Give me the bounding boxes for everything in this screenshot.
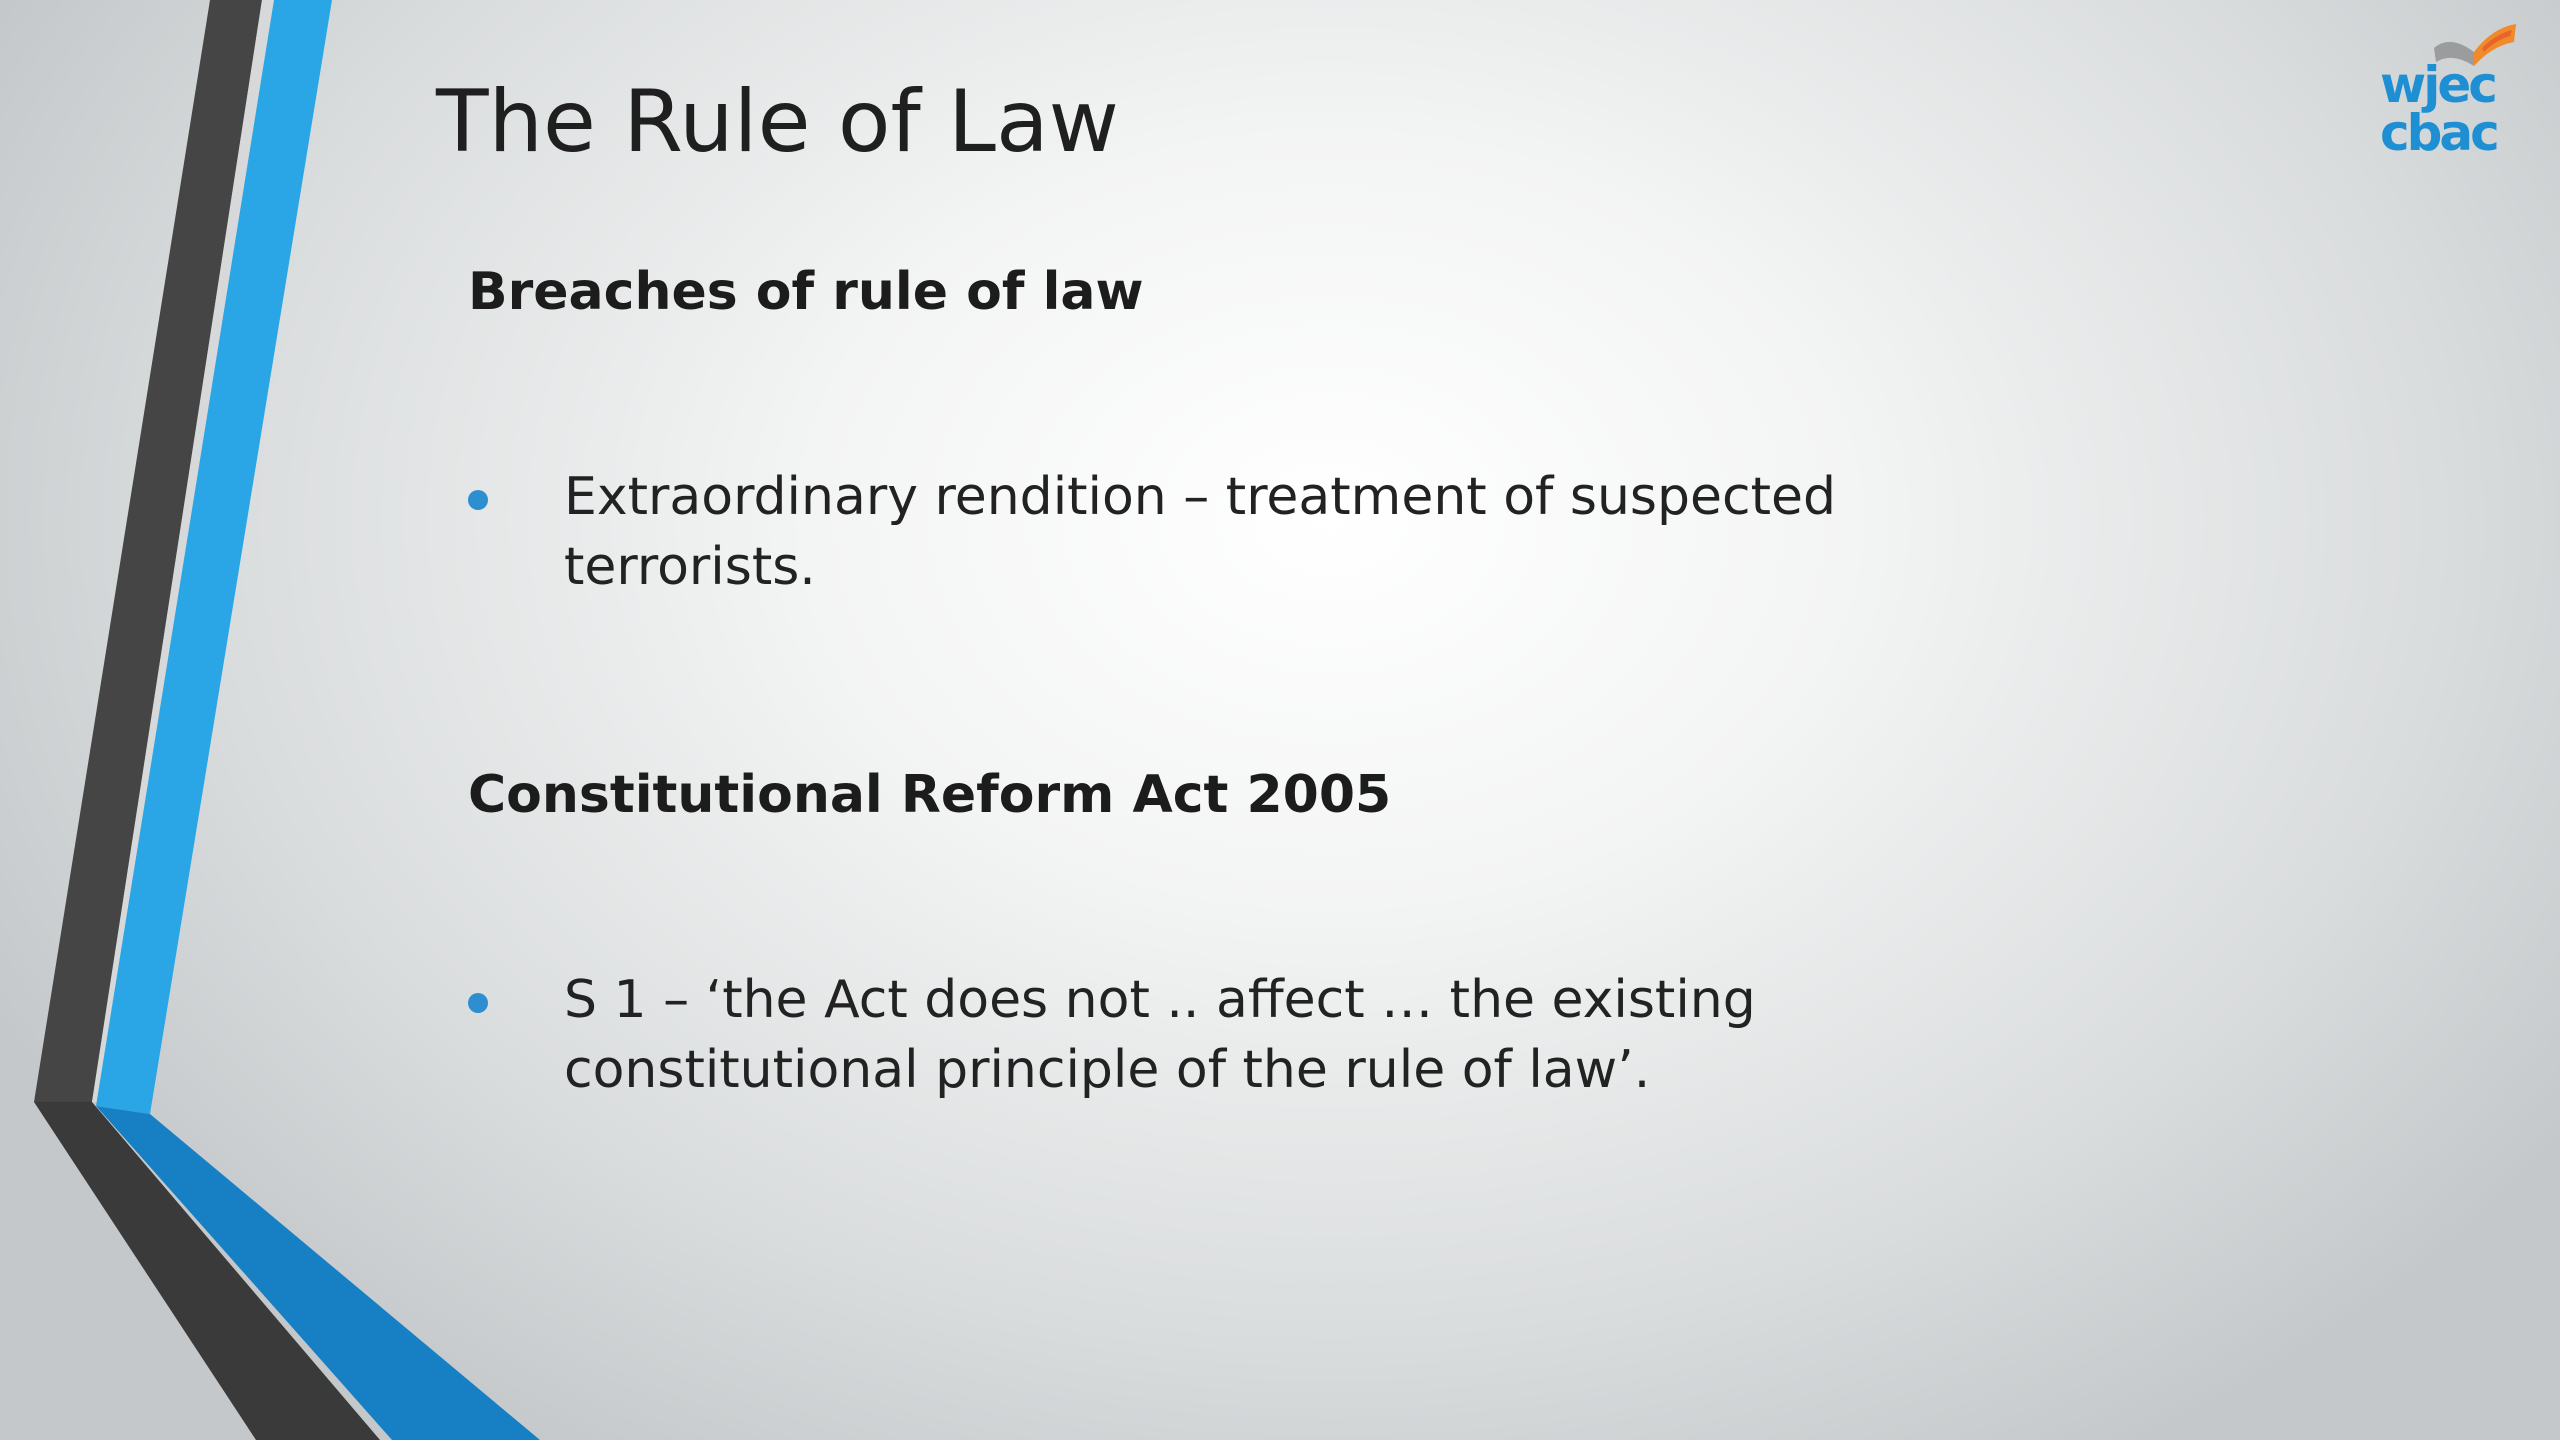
logo-text-wjec: wjec xyxy=(2380,56,2495,114)
bullet-dot-icon xyxy=(468,490,488,510)
light-separator xyxy=(92,0,274,1102)
wjec-logo xyxy=(2380,22,2520,172)
bullet-dot-icon xyxy=(468,993,488,1013)
section-heading-cra: Constitutional Reform Act 2005 xyxy=(468,765,1392,825)
section-heading-breaches: Breaches of rule of law xyxy=(468,262,1144,322)
bullet-item-s1 xyxy=(468,965,2068,1105)
bullet-text: Extraordinary rendition – treatment of suspected terrorists. xyxy=(564,467,1836,597)
slide-title: The Rule of Law xyxy=(436,72,1120,172)
logo-text-cbac: cbac xyxy=(2380,104,2497,162)
bullet-item-rendition xyxy=(468,462,2068,602)
bullet-text: S 1 – ‘the Act does not .. affect … the existing constitutional principle of the rule of law’. xyxy=(564,970,1756,1100)
